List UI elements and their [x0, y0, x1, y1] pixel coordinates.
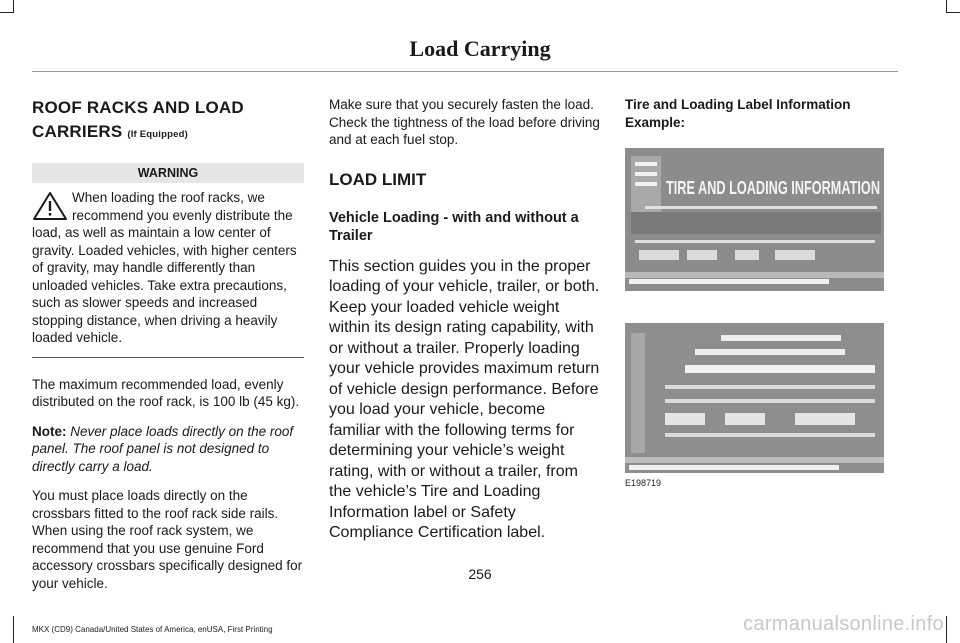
column-3: [625, 96, 897, 131]
heading-tire-label-example: Tire and Loading Label Information Example:: [625, 97, 851, 130]
watermark: carmanualsonline.info: [743, 613, 944, 635]
figure-title-text: TIRE AND LOADING INFORMATION: [666, 178, 880, 198]
page-number: 256: [468, 566, 492, 582]
note: [32, 423, 304, 476]
warning-rule: [32, 357, 304, 358]
paragraph: The maximum recommended load, evenly distributed on the roof rack, is 100 lb (45 kg).: [32, 376, 300, 409]
section-title-line2: CARRIERS: [32, 122, 123, 141]
safety-compliance-label-graphic: [625, 323, 884, 473]
crop-mark: [946, 616, 947, 643]
warning-triangle-icon: [32, 191, 68, 221]
warning-box: [32, 163, 304, 358]
figure-id: E198719: [625, 478, 662, 488]
heading-load-limit: LOAD LIMIT: [329, 169, 427, 189]
note-text: Never place loads directly on the roof panel. The roof panel is not designed to directly carry a load.: [32, 423, 294, 474]
heading-vehicle-loading: Vehicle Loading - with and without a Trailer: [329, 209, 579, 244]
footer-text: MKX (CD9) Canada/United States of America, enUSA, First Printing: [32, 625, 273, 634]
crop-mark: [13, 616, 14, 643]
tire-loading-label-image: [625, 148, 884, 291]
warning-heading: WARNING: [32, 163, 304, 183]
if-equipped-label: (If Equipped): [127, 129, 188, 140]
crop-mark: [0, 12, 13, 13]
note-label: Note:: [32, 423, 67, 439]
header-rule: [32, 71, 898, 72]
safety-compliance-label-image: [625, 323, 884, 473]
tire-loading-label-graphic: [625, 148, 884, 291]
section-title-line1: ROOF RACKS AND LOAD: [32, 98, 244, 117]
paragraph: You must place loads directly on the crossbars fitted to the roof rack side rails. When using the roof rack system, we recommend that you use genuine Ford accessory crossbars specifically designed for your vehicle.: [32, 488, 303, 591]
column-1: [32, 96, 304, 592]
paragraph: Make sure that you securely fasten the load. Check the tightness of the load before driving and at each fuel stop.: [329, 97, 600, 147]
paragraph: This section guides you in the proper loading of your vehicle, trailer, or both. Keep your loaded vehicle weight within its design rating capability, with or without a trailer. Properly loading your vehicle provides maximum return of vehicle design performance. Before you load your vehicle, become familiar with the following terms for determining your vehicle’s weight rating, with or without a trailer, from the vehicle’s Tire and Loading Information label or Safety Compliance Certification label.: [329, 257, 600, 541]
crop-mark: [947, 12, 960, 13]
section-title: [32, 96, 304, 147]
warning-text: When loading the roof racks, we recommend you evenly distribute the load, as well as maintain a low center of gravity. Loaded vehicles, with higher centers of gravity, may handle differently than unloaded vehicles. Take extra precautions, such as slower speeds and increased stopping distance, when driving a heavily loaded vehicle.: [32, 190, 297, 345]
warning-body: [32, 189, 304, 347]
crop-mark: [13, 0, 14, 13]
page-header-title: Load Carrying: [409, 36, 551, 61]
column-2: [329, 96, 601, 544]
